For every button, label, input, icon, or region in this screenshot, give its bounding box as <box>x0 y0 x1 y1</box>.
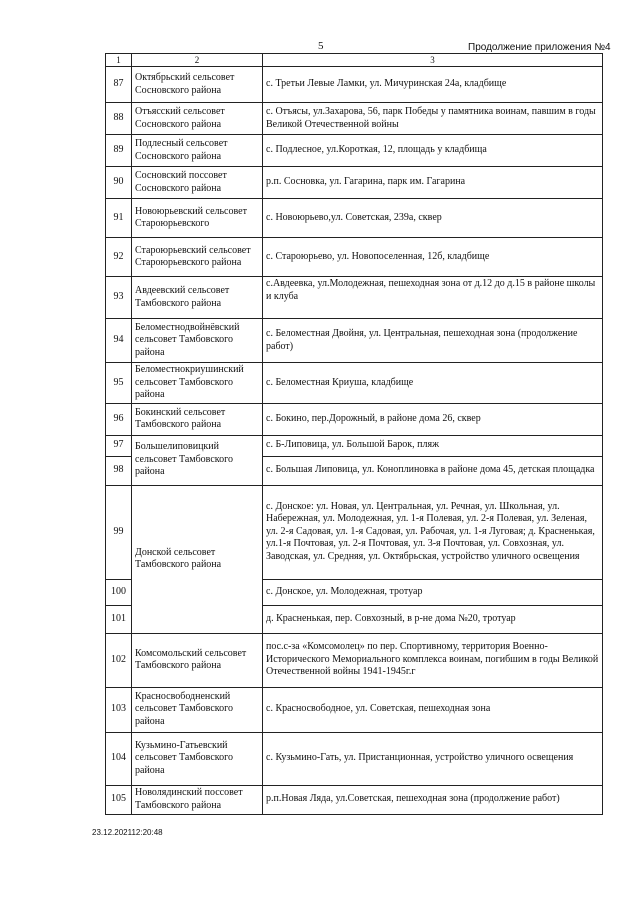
row-number: 89 <box>106 135 132 167</box>
municipality-name: Донской сельсовет Тамбовского района <box>132 485 263 633</box>
continuation-label: Продолжение приложения №4 <box>468 42 611 53</box>
page-number: 5 <box>318 40 324 52</box>
object-address: р.п.Новая Ляда, ул.Советская, пешеходная зона (продолжение работ) <box>263 785 603 814</box>
table-header-row <box>106 54 603 67</box>
table-row <box>106 435 603 456</box>
object-address: с. Кузьмино-Гать, ул. Пристанционная, устройство уличного освещения <box>263 732 603 785</box>
object-address: с. Беломестная Двойня, ул. Центральная, пешеходная зона (продолжение работ) <box>263 319 603 363</box>
table-row <box>106 238 603 277</box>
object-address: с. Отъясы, ул.Захарова, 56, парк Победы у памятника воинам, павшим в годы Великой Отечественной войны <box>263 103 603 135</box>
object-address: с. Б-Липовица, ул. Большой Барок, пляж <box>263 435 603 456</box>
object-address: д. Красненькая, пер. Совхозный, в р-не дома №20, тротуар <box>263 605 603 633</box>
municipality-name: Октябрьский сельсовет Сосновского района <box>132 67 263 103</box>
object-address: с. Новоюрьево,ул. Советская, 239а, сквер <box>263 199 603 238</box>
municipality-name: Новоюрьевский сельсовет Староюрьевского <box>132 199 263 238</box>
object-address: с. Беломестная Криуша, кладбище <box>263 363 603 404</box>
row-number: 92 <box>106 238 132 277</box>
print-timestamp: 23.12.202112:20:48 <box>92 828 163 837</box>
table-row <box>106 199 603 238</box>
municipality-name: Отъясский сельсовет Сосновского района <box>132 103 263 135</box>
row-number: 105 <box>106 785 132 814</box>
municipality-name: Красносвободненский сельсовет Тамбовского района <box>132 687 263 732</box>
column-number-1: 1 <box>106 54 132 67</box>
row-number: 103 <box>106 687 132 732</box>
municipality-name: Беломестнодвойнёвский сельсовет Тамбовского района <box>132 319 263 363</box>
table-row <box>106 633 603 687</box>
table-row <box>106 319 603 363</box>
object-address: с. Подлесное, ул.Короткая, 12, площадь у кладбища <box>263 135 603 167</box>
table-row <box>106 103 603 135</box>
municipality-name: Подлесный сельсовет Сосновского района <box>132 135 263 167</box>
municipality-name: Сосновский поссовет Сосновского района <box>132 167 263 199</box>
row-number: 104 <box>106 732 132 785</box>
row-number: 95 <box>106 363 132 404</box>
row-number: 90 <box>106 167 132 199</box>
table-row <box>106 687 603 732</box>
municipality-name: Комсомольский сельсовет Тамбовского района <box>132 633 263 687</box>
table-row <box>106 785 603 814</box>
row-number: 98 <box>106 456 132 485</box>
object-address: с. Третьи Левые Ламки, ул. Мичуринская 24а, кладбище <box>263 67 603 103</box>
row-number: 101 <box>106 605 132 633</box>
row-number: 102 <box>106 633 132 687</box>
table-row <box>106 732 603 785</box>
object-address: р.п. Сосновка, ул. Гагарина, парк им. Гагарина <box>263 167 603 199</box>
municipality-name: Новолядинский поссовет Тамбовского района <box>132 785 263 814</box>
row-number: 99 <box>106 485 132 579</box>
municipality-name: Староюрьевский сельсовет Староюрьевского района <box>132 238 263 277</box>
object-address: пос.с-за «Комсомолец» по пер. Спортивному, территория Военно-Исторического Мемориального комплекса воинам, погибшим в годы Великой Отечественной войны 1941-1945г.г <box>263 633 603 687</box>
municipality-name: Авдеевский сельсовет Тамбовского района <box>132 277 263 319</box>
object-address: с. Красносвободное, ул. Советская, пешеходная зона <box>263 687 603 732</box>
municipality-name: Бокинский сельсовет Тамбовского района <box>132 403 263 435</box>
row-number: 97 <box>106 435 132 456</box>
table-row <box>106 135 603 167</box>
row-number: 93 <box>106 277 132 319</box>
objects-table <box>105 53 603 815</box>
object-address: с. Староюрьево, ул. Новопоселенная, 12б, кладбище <box>263 238 603 277</box>
table-row <box>106 167 603 199</box>
table-row <box>106 363 603 404</box>
object-address: с. Донское, ул. Молодежная, тротуар <box>263 579 603 605</box>
table-row <box>106 485 603 579</box>
column-number-3: 3 <box>263 54 603 67</box>
column-number-2: 2 <box>132 54 263 67</box>
row-number: 87 <box>106 67 132 103</box>
row-number: 91 <box>106 199 132 238</box>
object-address: с. Донское: ул. Новая, ул. Центральная, ул. Речная, ул. Школьная, ул. Набережная, ул. Молодежная, ул. 1-я Полевая, ул. 2-я Полевая, ул. Зеленая, ул. 2-я Садовая, ул. 1-я Садовая, ул. Рабочая, ул. 1-я Луговая; д. Красненькая, ул.1-я Почтовая, ул. 2-я Почтовая, ул. 3-я Почтовая, ул. Совхозная, ул. Заводская, ул. Средняя, ул. Октябрьская, устройство уличного освещения <box>263 485 603 579</box>
row-number: 96 <box>106 403 132 435</box>
municipality-name: Кузьмино-Гатьевский сельсовет Тамбовского района <box>132 732 263 785</box>
table-row <box>106 67 603 103</box>
row-number: 94 <box>106 319 132 363</box>
row-number: 100 <box>106 579 132 605</box>
object-address: с. Бокино, пер.Дорожный, в районе дома 26, сквер <box>263 403 603 435</box>
object-address: с.Авдеевка, ул.Молодежная, пешеходная зона от д.12 до д.15 в районе школы и клуба <box>263 277 603 319</box>
municipality-name: Беломестнокриушинский сельсовет Тамбовского района <box>132 363 263 404</box>
municipality-name: Большелиповицкий сельсовет Тамбовского района <box>132 435 263 485</box>
object-address: с. Большая Липовица, ул. Коноплиновка в районе дома 45, детская площадка <box>263 456 603 485</box>
table-row <box>106 277 603 319</box>
table-row <box>106 403 603 435</box>
row-number: 88 <box>106 103 132 135</box>
